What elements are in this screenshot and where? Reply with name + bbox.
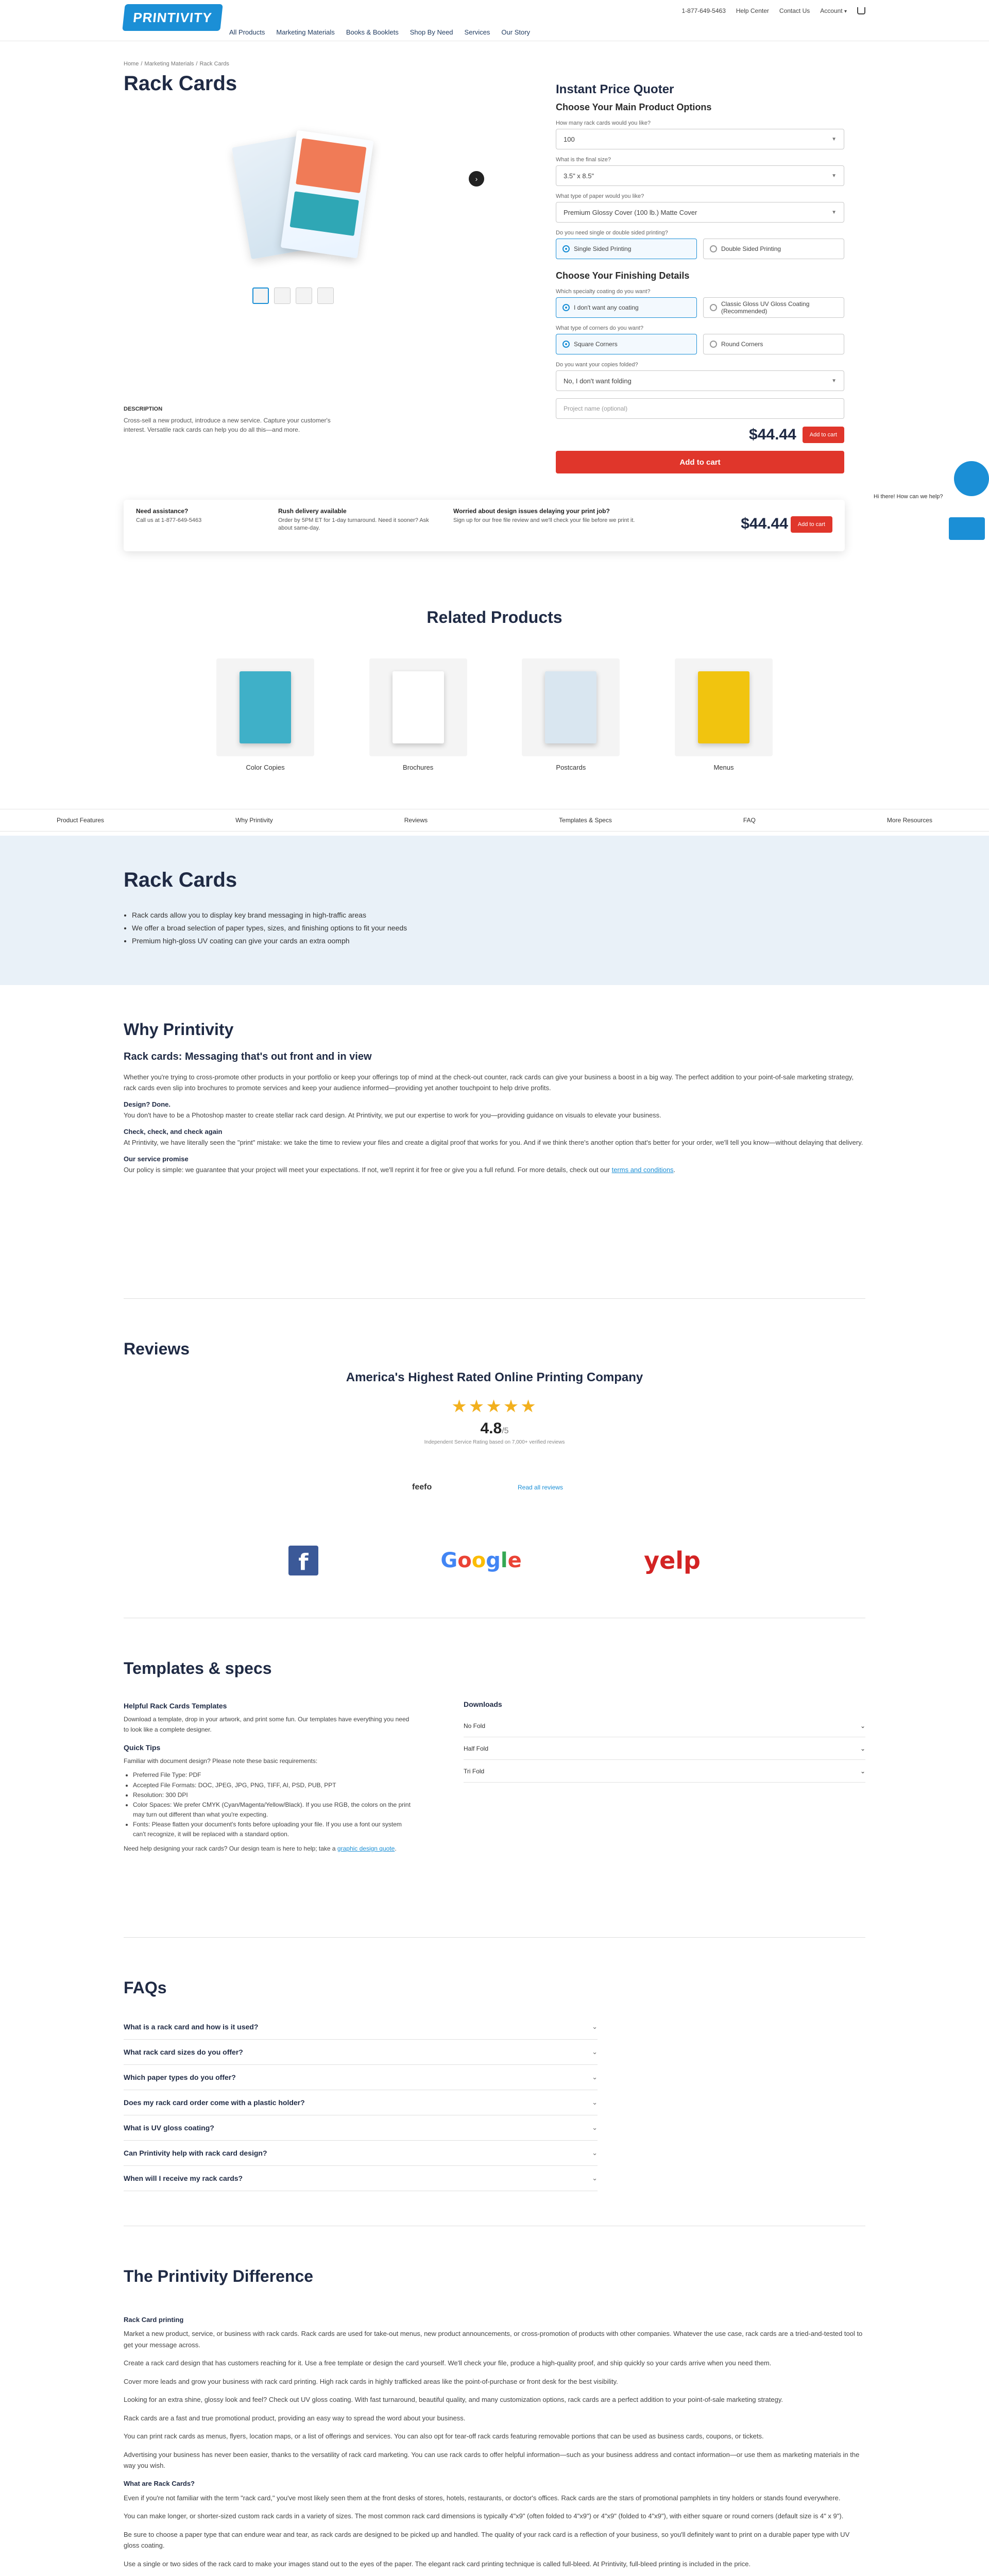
templates-paragraph: Familiar with document design? Please note these basic requirements:: [124, 1757, 318, 1765]
option-label: Square Corners: [574, 341, 618, 348]
square-corners-option[interactable]: [556, 334, 697, 354]
page-title: Rack Cards: [124, 72, 237, 95]
add-to-cart-main-button[interactable]: Add to cart: [556, 451, 844, 473]
tip-item: • Preferred File Type: PDF: [133, 1770, 412, 1780]
thumbnail[interactable]: [317, 287, 334, 304]
quick-tips-heading: Quick Tips: [124, 1743, 161, 1752]
faq-title: FAQs: [124, 1978, 167, 1997]
radio-dot-icon: [562, 304, 570, 311]
tab-templates[interactable]: Templates & Specs: [559, 817, 612, 824]
related-products: [216, 658, 773, 771]
promo-bar: [124, 500, 845, 551]
option-label: Round Corners: [721, 341, 763, 348]
quantity-value: 100: [564, 135, 575, 143]
related-label: Postcards: [556, 764, 586, 771]
help-center-link[interactable]: Help Center: [736, 7, 769, 14]
description-text: Cross-sell a new product, introduce a new service. Capture your customer's interest. Versatile rack cards can help you do all this—and more.: [124, 416, 331, 433]
downloads-heading: Downloads: [464, 1700, 502, 1708]
thumbnail[interactable]: [252, 287, 269, 304]
feature-item: • Rack cards allow you to display key brand messaging in high-traffic areas: [132, 909, 407, 922]
difference-heading: Rack Card printing: [124, 2316, 184, 2324]
radio-dot-icon: [710, 245, 717, 252]
finishing-heading: Choose Your Finishing Details: [556, 270, 690, 281]
nav-services[interactable]: Services: [464, 28, 490, 36]
difference-paragraph: Advertising your business has never been easier, thanks to the versatility of rack card marketing. You can use rack cards to offer helpful information—such as your business address and contact information—or use them as marketing materials in the way you wish.: [124, 2450, 860, 2469]
site-header: [0, 0, 989, 41]
rating-score: [407, 1420, 582, 1437]
chevron-down-icon: ⌄: [592, 2098, 598, 2106]
tab-product-features[interactable]: Product Features: [57, 817, 105, 824]
main-nav: [229, 28, 530, 36]
divider: [124, 1937, 865, 1938]
facebook-icon[interactable]: f: [288, 1546, 318, 1575]
uv-gloss-option[interactable]: [703, 297, 844, 318]
thumbnail[interactable]: [274, 287, 291, 304]
related-item[interactable]: [675, 658, 773, 771]
download-label: Tri Fold: [464, 1767, 485, 1775]
thumbnail-strip: [252, 287, 334, 304]
product-thumbnail: [675, 658, 773, 756]
promo-add-to-cart-button[interactable]: Add to cart: [791, 516, 832, 533]
tip-item: • Accepted File Formats: DOC, JPEG, JPG, PNG, TIFF, AI, PSD, PUB, PPT: [133, 1781, 412, 1790]
chevron-down-icon: ⌄: [860, 1744, 865, 1752]
chevron-down-icon: ▼: [831, 378, 837, 384]
related-item[interactable]: [369, 658, 467, 771]
nav-our-story[interactable]: Our Story: [501, 28, 531, 36]
faq-item[interactable]: [124, 2115, 598, 2141]
breadcrumb: Home / Marketing Materials / Rack Cards: [124, 61, 229, 67]
download-row[interactable]: [464, 1760, 865, 1783]
promo-title: Need assistance?: [136, 507, 189, 515]
related-item[interactable]: [216, 658, 314, 771]
promo-title: Worried about design issues delaying your print job?: [453, 507, 610, 515]
why-subtitle: Rack cards: Messaging that's out front and in view: [124, 1051, 372, 1062]
product-description: [124, 405, 350, 434]
coating-label: Which specialty coating do you want?: [556, 289, 651, 295]
chevron-down-icon: ▼: [831, 173, 837, 179]
option-label: Double Sided Printing: [721, 245, 781, 252]
templates-paragraph: Need help designing your rack cards? Our design team is here to help; take a graphic design quote.: [124, 1844, 397, 1852]
graphic-design-quote-link[interactable]: graphic design quote: [337, 1844, 395, 1852]
main-options-heading: Choose Your Main Product Options: [556, 102, 712, 112]
chevron-down-icon: ▼: [831, 136, 837, 142]
faq-item[interactable]: [124, 2090, 598, 2115]
reviews-heading: America's Highest Rated Online Printing Company: [346, 1370, 643, 1384]
faq-question: Can Printivity help with rack card design?: [124, 2149, 267, 2157]
chevron-down-icon: ⌄: [592, 2174, 598, 2182]
related-item[interactable]: [522, 658, 620, 771]
why-title: Why Printivity: [124, 1020, 234, 1039]
why-paragraph: Our policy is simple: we guarantee that your project will meet your expectations. If not, we'll reprint it for free or give you a full refund. For more details, check out our terms and conditions.: [124, 1166, 676, 1174]
related-label: Menus: [713, 764, 734, 771]
chat-button[interactable]: [954, 461, 989, 496]
chevron-down-icon: ⌄: [860, 1722, 865, 1730]
option-label: Classic Gloss UV Gloss Coating (Recommended): [721, 300, 810, 315]
radio-dot-icon: [562, 341, 570, 348]
option-label: Single Sided Printing: [574, 245, 632, 252]
read-all-reviews-link[interactable]: Read all reviews: [518, 1484, 564, 1491]
no-coating-option[interactable]: [556, 297, 697, 318]
difference-body: [124, 2308, 865, 2576]
why-paragraph: Whether you're trying to cross-promote other products in your portfolio or keep your offerings top of mind at the check-out counter, rack cards can give your business a boost in a big way. The perfect addition to your point-of-sale marketing strategy, rack cards even slip into brochures to promote services and keep your audience informed—providing yet another touchpoint to help drive profits.: [124, 1073, 854, 1092]
templates-info: [124, 1700, 412, 1854]
difference-paragraph: You can print rack cards as menus, flyers, location maps, or a list of offerings and services. You can also opt for tear-off rack cards featuring removable portions that can be used as business cards, coupons, or tickets.: [124, 2432, 764, 2441]
chevron-down-icon: ▼: [831, 209, 837, 215]
terms-link[interactable]: terms and conditions: [611, 1166, 674, 1174]
difference-paragraph: You can make longer, or shorter-sized custom rack cards in a variety of sizes. The most common rack card dimensions is typically 4"x9" (often folded to 4"x9") or 4"x9" (folded to 4"x9"), with either square or round corners (default size is 4" x 9").: [124, 2512, 844, 2520]
divider: [124, 1298, 865, 1299]
product-thumbnail: [216, 658, 314, 756]
templates-title: Templates & specs: [124, 1659, 272, 1677]
product-image-front: [281, 130, 374, 259]
product-thumbnail: [522, 658, 620, 756]
description-label: DESCRIPTION: [124, 406, 163, 412]
chevron-down-icon: ⌄: [592, 2073, 598, 2081]
promo-text: Call us at 1-877-649-5463: [136, 517, 202, 523]
feature-item: • Premium high-gloss UV coating can give your cards an extra oomph: [132, 935, 407, 947]
quantity-select[interactable]: [556, 129, 844, 149]
promo-price: $44.44: [741, 515, 788, 532]
faq-question: What is a rack card and how is it used?: [124, 2023, 259, 2031]
thumbnail[interactable]: [296, 287, 312, 304]
chat-greeting: Hi there! How can we help?: [874, 494, 943, 500]
score-max: /5: [502, 1427, 509, 1435]
difference-paragraph: Cover more leads and grow your business with rack card printing. High rack cards in highly trafficked areas like the point-of-purchase or front desk for the best visibility.: [124, 2377, 618, 2385]
option-label: I don't want any coating: [574, 304, 639, 311]
utility-bar: [681, 7, 865, 14]
radio-dot-icon: [710, 341, 717, 348]
faq-item[interactable]: [124, 2065, 598, 2090]
paper-select[interactable]: [556, 202, 844, 223]
faq-list: [124, 2014, 598, 2191]
faq-question: Does my rack card order come with a plastic holder?: [124, 2098, 305, 2107]
difference-title: The Printivity Difference: [124, 2267, 314, 2285]
chevron-down-icon: ⌄: [592, 2149, 598, 2157]
rating-caption: Independent Service Rating based on 7,000+ verified reviews: [424, 1439, 565, 1445]
section-tabs: [0, 809, 989, 832]
reviews-title: Reviews: [124, 1340, 190, 1358]
nav-shop-by-need[interactable]: Shop By Need: [410, 28, 453, 36]
difference-heading: What are Rack Cards?: [124, 2480, 195, 2488]
nav-marketing-materials[interactable]: Marketing Materials: [276, 28, 335, 36]
chevron-down-icon: ⌄: [592, 2048, 598, 2056]
tips-list: [133, 1770, 412, 1839]
account-link[interactable]: [820, 7, 847, 14]
why-paragraph: At Printivity, we have literally seen the "print" mistake: we take the time to review your files and create a digital proof that works for you. And if we think there's another option that's better for your order, we'll tell you know—without delaying that delivery.: [124, 1139, 863, 1147]
size-select[interactable]: [556, 165, 844, 186]
why-heading: Our service promise: [124, 1155, 189, 1163]
tip-item: • Resolution: 300 DPI: [133, 1790, 412, 1800]
sides-label: Do you need single or double sided printing?: [556, 230, 668, 236]
faq-item[interactable]: [124, 2014, 598, 2040]
next-image-button[interactable]: ›: [469, 171, 484, 187]
round-corners-option[interactable]: [703, 334, 844, 354]
design-help-text: Need help designing your rack cards? Our design team is here to help; take a: [124, 1844, 336, 1852]
price-quoter: [556, 82, 844, 473]
related-title: Related Products: [427, 608, 562, 626]
breadcrumb-home[interactable]: Home: [124, 61, 139, 67]
features-title: Rack Cards: [124, 869, 237, 891]
quote-price: $44.44: [749, 426, 796, 443]
breadcrumb-marketing[interactable]: Marketing Materials: [144, 61, 194, 67]
review-platforms: [288, 1546, 701, 1575]
promo-title: Rush delivery available: [278, 507, 347, 515]
downloads: [464, 1700, 865, 1783]
difference-paragraph: Looking for an extra shine, glossy look and feel? Check out UV gloss coating. With fast turnaround, beautiful quality, and many customization options, rack cards are a perfect addition to your point-of-sale marketing strategy.: [124, 2396, 783, 2404]
paper-label: What type of paper would you like?: [556, 193, 644, 199]
promo-file-review: [453, 507, 670, 524]
promo-rush: [278, 507, 433, 533]
chevron-down-icon: ▾: [844, 9, 847, 14]
tip-item: • Fonts: Please flatten your document's fonts before uploading your file. If you use a font our system can't recognize, it will be replaced with a standard option.: [133, 1820, 412, 1839]
product-thumbnail: [369, 658, 467, 756]
faq-item[interactable]: [124, 2166, 598, 2191]
cart-icon[interactable]: [857, 7, 865, 14]
templates-heading: Helpful Rack Cards Templates: [124, 1702, 227, 1710]
nav-books-booklets[interactable]: Books & Booklets: [346, 28, 399, 36]
feature-item: • We offer a broad selection of paper types, sizes, and finishing options to fit your needs: [132, 922, 407, 935]
folding-value: No, I don't want folding: [564, 377, 632, 385]
phone-link[interactable]: 1-877-649-5463: [681, 7, 726, 14]
chevron-down-icon: ⌄: [592, 2023, 598, 2030]
related-label: Color Copies: [246, 764, 285, 771]
tab-why-printivity[interactable]: Why Printivity: [235, 817, 273, 824]
folding-label: Do you want your copies folded?: [556, 362, 638, 368]
why-heading: Check, check, and check again: [124, 1127, 223, 1136]
quoter-title: Instant Price Quoter: [556, 82, 674, 96]
project-name-input[interactable]: Project name (optional): [556, 398, 844, 419]
features-band: [0, 836, 989, 985]
difference-paragraph: Even if you're not familiar with the term "rack card," you've most likely seen them at the front desks of stores, hotels, restaurants, or doctor's offices. Rack cards are the stars of promotional pamphlets in tiny holders or stands found everywhere.: [124, 2494, 841, 2502]
rating-card: [407, 1396, 582, 1473]
account-label: Account: [820, 7, 843, 14]
size-value: 3.5" x 8.5": [564, 172, 594, 180]
download-row[interactable]: [464, 1737, 865, 1760]
add-to-cart-button[interactable]: Add to cart: [803, 427, 844, 443]
promo-text: Sign up for our free file review and we'll check your file before we print it.: [453, 517, 635, 523]
printivity-logo[interactable]: PRINTIVITY: [122, 4, 223, 31]
nav-all-products[interactable]: All Products: [229, 28, 265, 36]
radio-dot-icon: [710, 304, 717, 311]
promo-text: Order by 5PM ET for 1-day turnaround. Need it sooner? Ask about same-day.: [278, 517, 429, 532]
single-sided-option[interactable]: [556, 239, 697, 259]
tab-reviews[interactable]: Reviews: [404, 817, 428, 824]
feefo-logo: feefo: [412, 1483, 432, 1492]
corners-label: What type of corners do you want?: [556, 325, 643, 331]
download-label: Half Fold: [464, 1744, 489, 1752]
product-gallery: [232, 130, 479, 336]
score-value: 4.8: [480, 1420, 502, 1437]
contact-us-link[interactable]: Contact Us: [779, 7, 810, 14]
tab-more-resources[interactable]: More Resources: [886, 817, 932, 824]
difference-paragraph: Be sure to choose a paper type that can endure wear and tear, as rack cards are designed to be picked up and handled. The quality of your rack card is a reflection of your business, so you'll definitely want to print on a durable paper type with UV gloss coating.: [124, 2530, 850, 2550]
difference-paragraph: Rack cards are a fast and true promotional product, providing an easy way to spread the word about your business.: [124, 2414, 466, 2422]
faq-question: When will I receive my rack cards?: [124, 2174, 243, 2182]
faq-item[interactable]: [124, 2141, 598, 2166]
chevron-down-icon: ⌄: [592, 2124, 598, 2131]
paper-value: Premium Glossy Cover (100 lb.) Matte Cover: [564, 208, 697, 216]
yelp-logo[interactable]: yelp: [644, 1547, 701, 1574]
tab-faq[interactable]: FAQ: [743, 817, 756, 824]
why-heading: Design? Done.: [124, 1100, 171, 1108]
rating-stars: ★★★★★: [451, 1397, 538, 1416]
related-label: Brochures: [403, 764, 434, 771]
why-paragraph: You don't have to be a Photoshop master to create stellar rack card design. At Printivity, we put our expertise to work for you—providing guidance on visuals to elevate your business.: [124, 1111, 661, 1120]
why-body: [124, 1072, 865, 1176]
templates-paragraph: Download a template, drop in your artwork, and print some fun. Our templates have everything you need to look like a complete designer.: [124, 1716, 410, 1733]
chevron-down-icon: ⌄: [860, 1767, 865, 1775]
faq-question: What is UV gloss coating?: [124, 2124, 214, 2132]
google-logo[interactable]: Google: [440, 1549, 522, 1572]
difference-paragraph: Market a new product, service, or business with rack cards. Rack cards are used for take-out menus, new product announcements, or cross-promotion of products with other companies. Whatever the use case, rack cards are a tried-and-tested tool to get your message across.: [124, 2330, 863, 2349]
quantity-label: How many rack cards would you like?: [556, 120, 651, 126]
promise-text: Our policy is simple: we guarantee that your project will meet your expectations. If not, we'll reprint it for free or give you a full refund. For more details, check out our: [124, 1166, 610, 1174]
folding-select[interactable]: [556, 370, 844, 391]
features-list: [132, 909, 407, 948]
faq-item[interactable]: [124, 2040, 598, 2065]
promo-assistance: [136, 507, 270, 524]
tip-item: • Color Spaces: We prefer CMYK (Cyan/Magenta/Yellow/Black). If you use RGB, the colors on the print may turn out different than what you're expecting.: [133, 1800, 412, 1820]
breadcrumb-current: Rack Cards: [199, 61, 229, 67]
faq-question: Which paper types do you offer?: [124, 2073, 236, 2081]
difference-paragraph: Use a single or two sides of the rack card to make your images stand out to the eyes of the paper. The elegant rack card printing technique is called full-bleed. At Printivity, full-bleed printing is included in the price.: [124, 2560, 751, 2568]
download-row[interactable]: [464, 1715, 865, 1737]
radio-dot-icon: [562, 245, 570, 252]
double-sided-option[interactable]: [703, 239, 844, 259]
difference-paragraph: Create a rack card design that has customers reaching for it. Use a free template or design the card yourself. We'll check your file, produce a high-quality proof, and ship quickly so your cards arrive when you need them.: [124, 2359, 772, 2367]
help-button[interactable]: [949, 517, 985, 540]
download-label: No Fold: [464, 1722, 486, 1730]
faq-question: What rack card sizes do you offer?: [124, 2048, 243, 2056]
size-label: What is the final size?: [556, 157, 611, 163]
